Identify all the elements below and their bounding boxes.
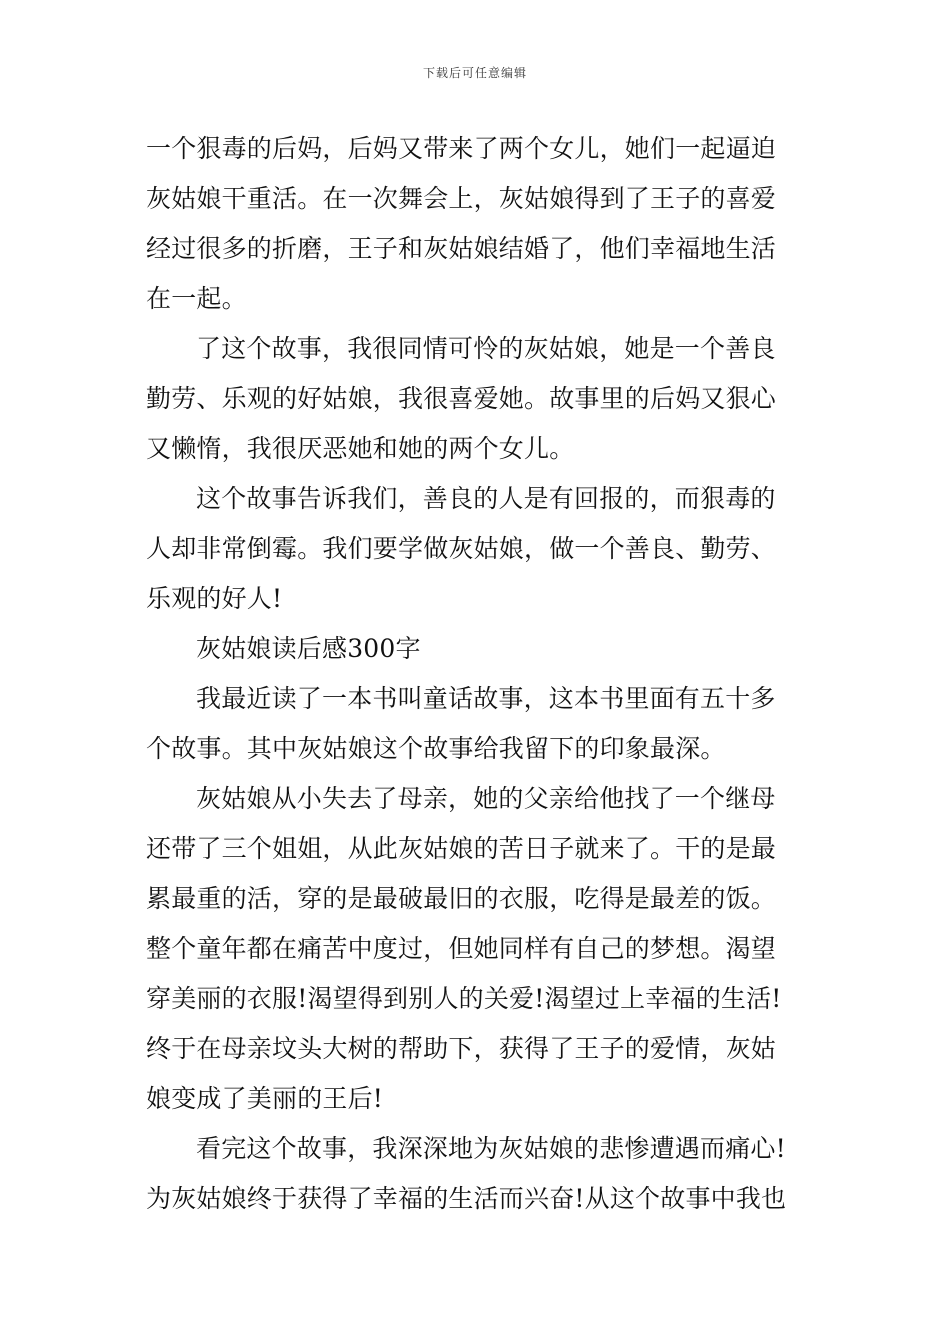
document-body — [146, 124, 812, 1224]
text-line: 一个狠毒的后妈，后妈又带来了两个女儿，她们一起逼迫 — [146, 134, 777, 163]
text-line: 灰姑娘干重活。在一次舞会上，灰姑娘得到了王子的喜爱 — [146, 184, 777, 213]
section-title: 灰姑娘读后感300字 — [196, 634, 421, 663]
text-line: 累最重的活，穿的是最破最旧的衣服，吃得是最差的饭。 — [146, 884, 777, 913]
text-line: 人却非常倒霉。我们要学做灰姑娘，做一个善良、勤劳、 — [146, 534, 777, 563]
text-line: 经过很多的折磨，王子和灰姑娘结婚了，他们幸福地生活 — [146, 234, 777, 263]
paragraph-start-line: 我最近读了一本书叫童话故事，这本书里面有五十多 — [196, 684, 776, 713]
text-line: 还带了三个姐姐，从此灰姑娘的苦日子就来了。干的是最 — [146, 834, 777, 863]
text-line: 整个童年都在痛苦中度过，但她同样有自己的梦想。渴望 — [146, 934, 777, 963]
text-line: 勤劳、乐观的好姑娘，我很喜爱她。故事里的后妈又狠心 — [146, 384, 777, 413]
text-line: 娘变成了美丽的王后! — [146, 1084, 384, 1113]
text-line: 个故事。其中灰姑娘这个故事给我留下的印象最深。 — [146, 734, 726, 763]
text-line: 为灰姑娘终于获得了幸福的生活而兴奋!从这个故事中我也 — [146, 1184, 787, 1213]
paragraph-start-line: 了这个故事，我很同情可怜的灰姑娘，她是一个善良 — [196, 334, 776, 363]
text-line: 在一起。 — [146, 284, 247, 313]
text-line: 又懒惰，我很厌恶她和她的两个女儿。 — [146, 434, 575, 463]
paragraph-start-line: 这个故事告诉我们，善良的人是有回报的，而狠毒的 — [196, 484, 776, 513]
paragraph-start-line: 看完这个故事，我深深地为灰姑娘的悲惨遭遇而痛心! — [196, 1134, 786, 1163]
text-line: 终于在母亲坟头大树的帮助下，获得了王子的爱情，灰姑 — [146, 1034, 777, 1063]
text-line: 穿美丽的衣服!渴望得到别人的关爱!渴望过上幸福的生活! — [146, 984, 782, 1013]
text-line: 乐观的好人! — [146, 584, 283, 613]
paragraph-start-line: 灰姑娘从小失去了母亲，她的父亲给他找了一个继母 — [196, 784, 776, 813]
page-header: 下载后可任意编辑 — [422, 66, 527, 80]
